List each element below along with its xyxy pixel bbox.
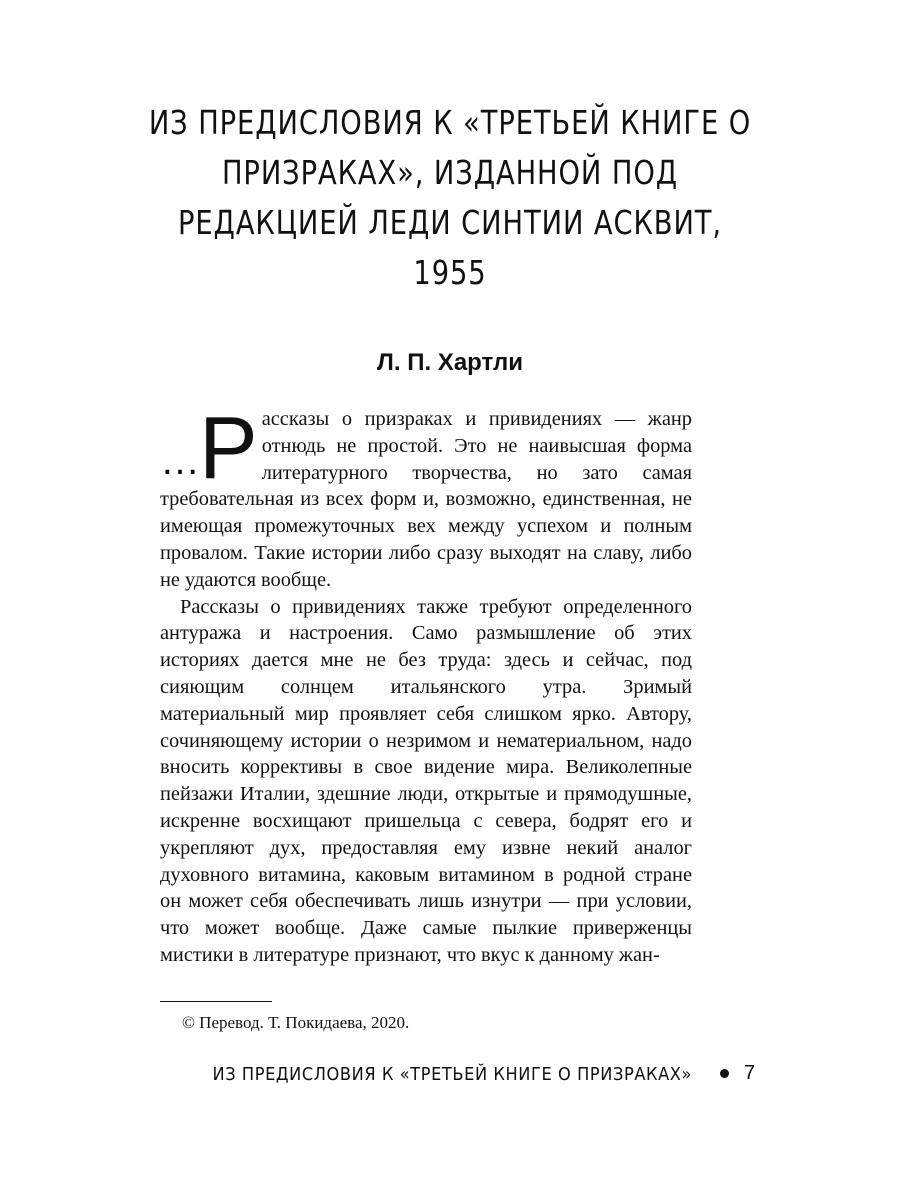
paragraph-2: Рассказы о привидениях также требуют определенного антуража и настроения. Само размышление об этих историях дается мне не без труда: здесь и сейчас, под сияющим солнцем итальянского утра. Зримый материальный мир проявляет себя слишком ярко. Автору, сочиняющему истории о незримом и нематериальном, надо вносить коррективы в свое видение мира. Великолепные пейзажи Италии, здешние люди, открытые и прямодушные, искренне восхищают пришельца с севера, бодрят его и укрепляют дух, предоставляя ему извне некий аналог духовного витамина, каковым витамином в родной стране он может себя обеспечивать лишь изнутри — при условии, что может вообще. Даже самые пылкие приверженцы мистики в литературе признают, что вкус к данному жан-: [160, 595, 692, 966]
bullet-icon: [720, 1069, 729, 1078]
paragraph-1-text: ассказы о призраках и привидениях — жанр отнюдь не простой. Это не наивысшая форма литературного творчества, но зато самая требовательная из всех форм и, возможно, единственная, не имеющая промежуточных вех между успехом и полным провалом. Такие истории либо сразу выходят на славу, либо не удаются вообще.: [160, 408, 692, 591]
page-number: 7: [744, 1062, 756, 1084]
footnote-divider: [160, 1001, 272, 1002]
footnote: © Перевод. Т. Покидаева, 2020.: [182, 1013, 410, 1032]
drop-cap-letter: Р: [199, 398, 258, 497]
drop-cap-ellipsis: …: [160, 439, 199, 483]
author-name: Л. П. Хартли: [377, 349, 523, 376]
drop-cap: [160, 398, 258, 497]
chapter-title: ИЗ ПРЕДИСЛОВИЯ К «ТРЕТЬЕЙ КНИГЕ О ПРИЗРАКАХ», ИЗДАННОЙ ПОД РЕДАКЦИЕЙ ЛЕДИ СИНТИИ АСКВИТ, 1955: [148, 103, 752, 292]
running-head: ИЗ ПРЕДИСЛОВИЯ К «ТРЕТЬЕЙ КНИГЕ О ПРИЗРАКАХ»: [212, 1064, 692, 1085]
paragraph-1: [160, 398, 692, 594]
body-text: [160, 398, 692, 969]
